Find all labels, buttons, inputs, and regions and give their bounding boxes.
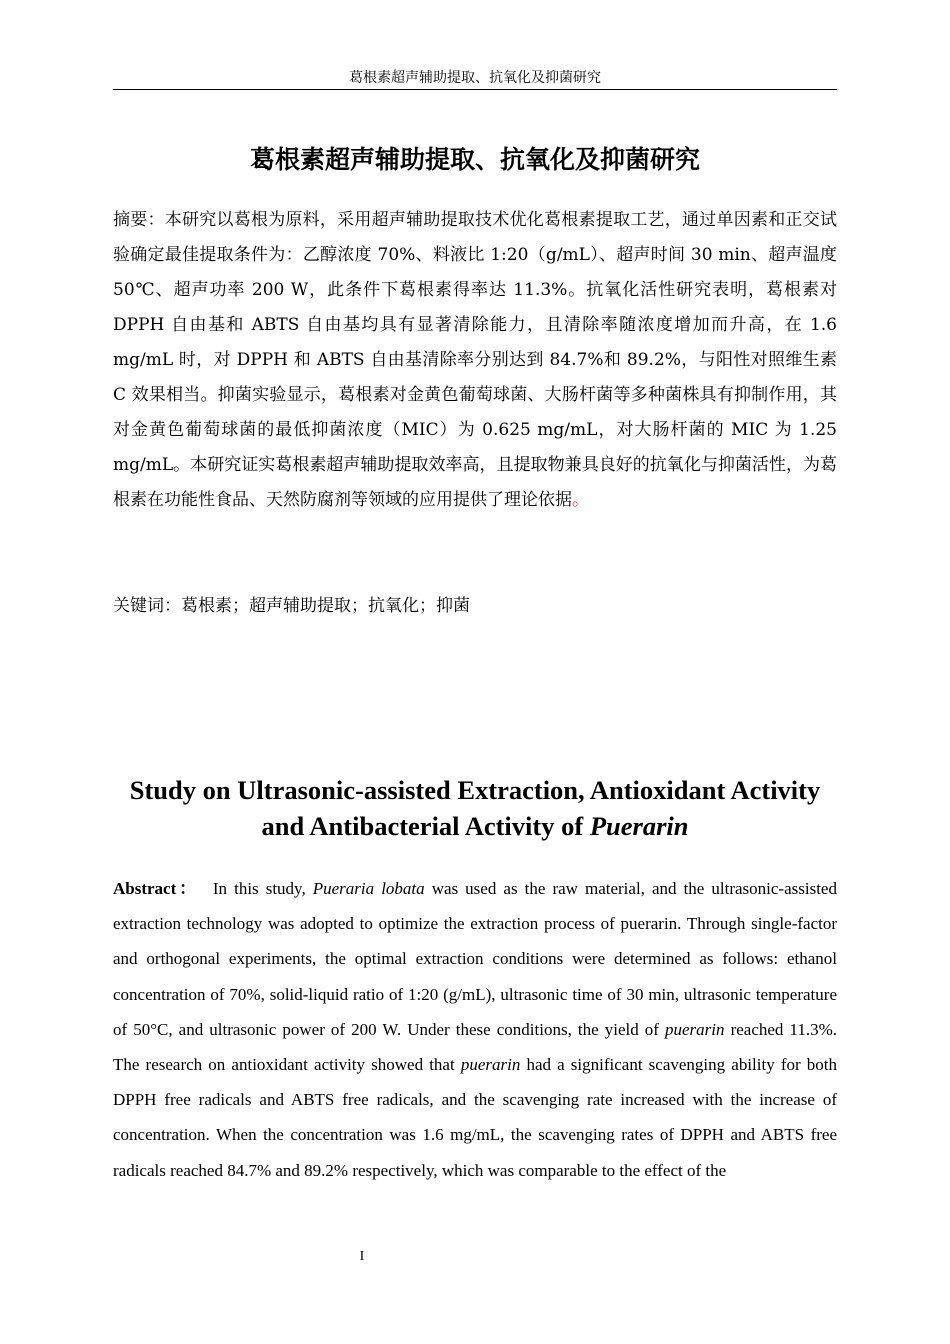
chinese-keywords-label: 关键词： — [113, 596, 181, 616]
english-abstract — [113, 871, 837, 1188]
english-abstract-part-1: In this study, — [212, 879, 313, 898]
english-title — [113, 772, 837, 844]
running-header: 葛根素超声辅助提取、抗氧化及抑菌研究 — [349, 70, 601, 86]
english-abstract-italic-2: puerarin — [665, 1019, 725, 1039]
page-number: I — [359, 1249, 365, 1264]
chinese-keywords — [113, 589, 837, 624]
english-abstract-part-3: reached 11.3%. The research on antioxidant activity showed that — [113, 1019, 837, 1075]
english-abstract-italic-1: Pueraria lobata — [312, 879, 425, 898]
english-abstract-label: Abstract： — [113, 879, 199, 898]
chinese-abstract-text: 本研究以葛根为原料，采用超声辅助提取技术优化葛根素提取工艺，通过单因素和正交试验确定最佳提取条件为：乙醇浓度 70%、料液比 1:20（g/mL）、超声时间 30 min、超声温度 50℃、超声功率 200 W，此条件下葛根素得率达 11.3%。抗氧化活性研究表明，葛根素对 DPPH 自由基和 ABTS 自由基均具有显著清除能力，且清除率随浓度增加而升高，在 1.6 mg/mL 时，对 DPPH 和 ABTS 自由基清除率分别达到 84.7%和 89.2%，与阳性对照维生素 C 效果相当。抑菌实验显示，葛根素对金黄色葡萄球菌、大肠杆菌等多种菌株具有抑制作用，其对金黄色葡萄球菌的最低抑菌浓度（MIC）为 0.625 mg/mL，对大肠杆菌的 MIC 为 1.25 mg/mL。本研究证实葛根素超声辅助提取效率高，且提取物兼具良好的抗氧化与抑菌活性，为葛根素在功能性食品、天然防腐剂等领域的应用提供了理论依据 — [113, 210, 838, 510]
chinese-abstract — [113, 203, 837, 518]
chinese-abstract-label: 摘要： — [113, 210, 165, 230]
chinese-keywords-text: 葛根素；超声辅助提取；抗氧化；抑菌 — [181, 596, 470, 616]
header-rule — [113, 89, 837, 90]
chinese-abstract-end-mark: 。 — [572, 490, 589, 510]
english-title-italic: Puerarin — [589, 811, 689, 841]
english-abstract-part-2: was used as the raw material, and the ultrasonic-assisted extraction technology was adopted to optimize the extraction process of puerarin. Through single-factor and orthogonal experiments, the optimal extraction conditions were determined as follows: ethanol concentration of 70%, solid-liquid ratio of 1:20 (g/mL), ultrasonic time of 30 min, ultrasonic temperature of 50°C, and ultrasonic power of 200 W. Under these conditions, the yield of — [113, 879, 837, 1039]
english-abstract-part-4: had a significant scavenging ability for both DPPH free radicals and ABTS free radicals, and the scavenging rate increased with the increase of concentration. When the concentration was 1.6 mg/mL, the scavenging rates of DPPH and ABTS free radicals reached 84.7% and 89.2% respectively, which was comparable to the effect of the — [113, 1055, 838, 1180]
chinese-title: 葛根素超声辅助提取、抗氧化及抑菌研究 — [249, 145, 700, 174]
english-abstract-italic-3: puerarin — [460, 1055, 521, 1075]
english-title-main: Study on Ultrasonic-assisted Extraction, Antioxidant Activity and Antibacterial Activity of — [129, 775, 821, 841]
